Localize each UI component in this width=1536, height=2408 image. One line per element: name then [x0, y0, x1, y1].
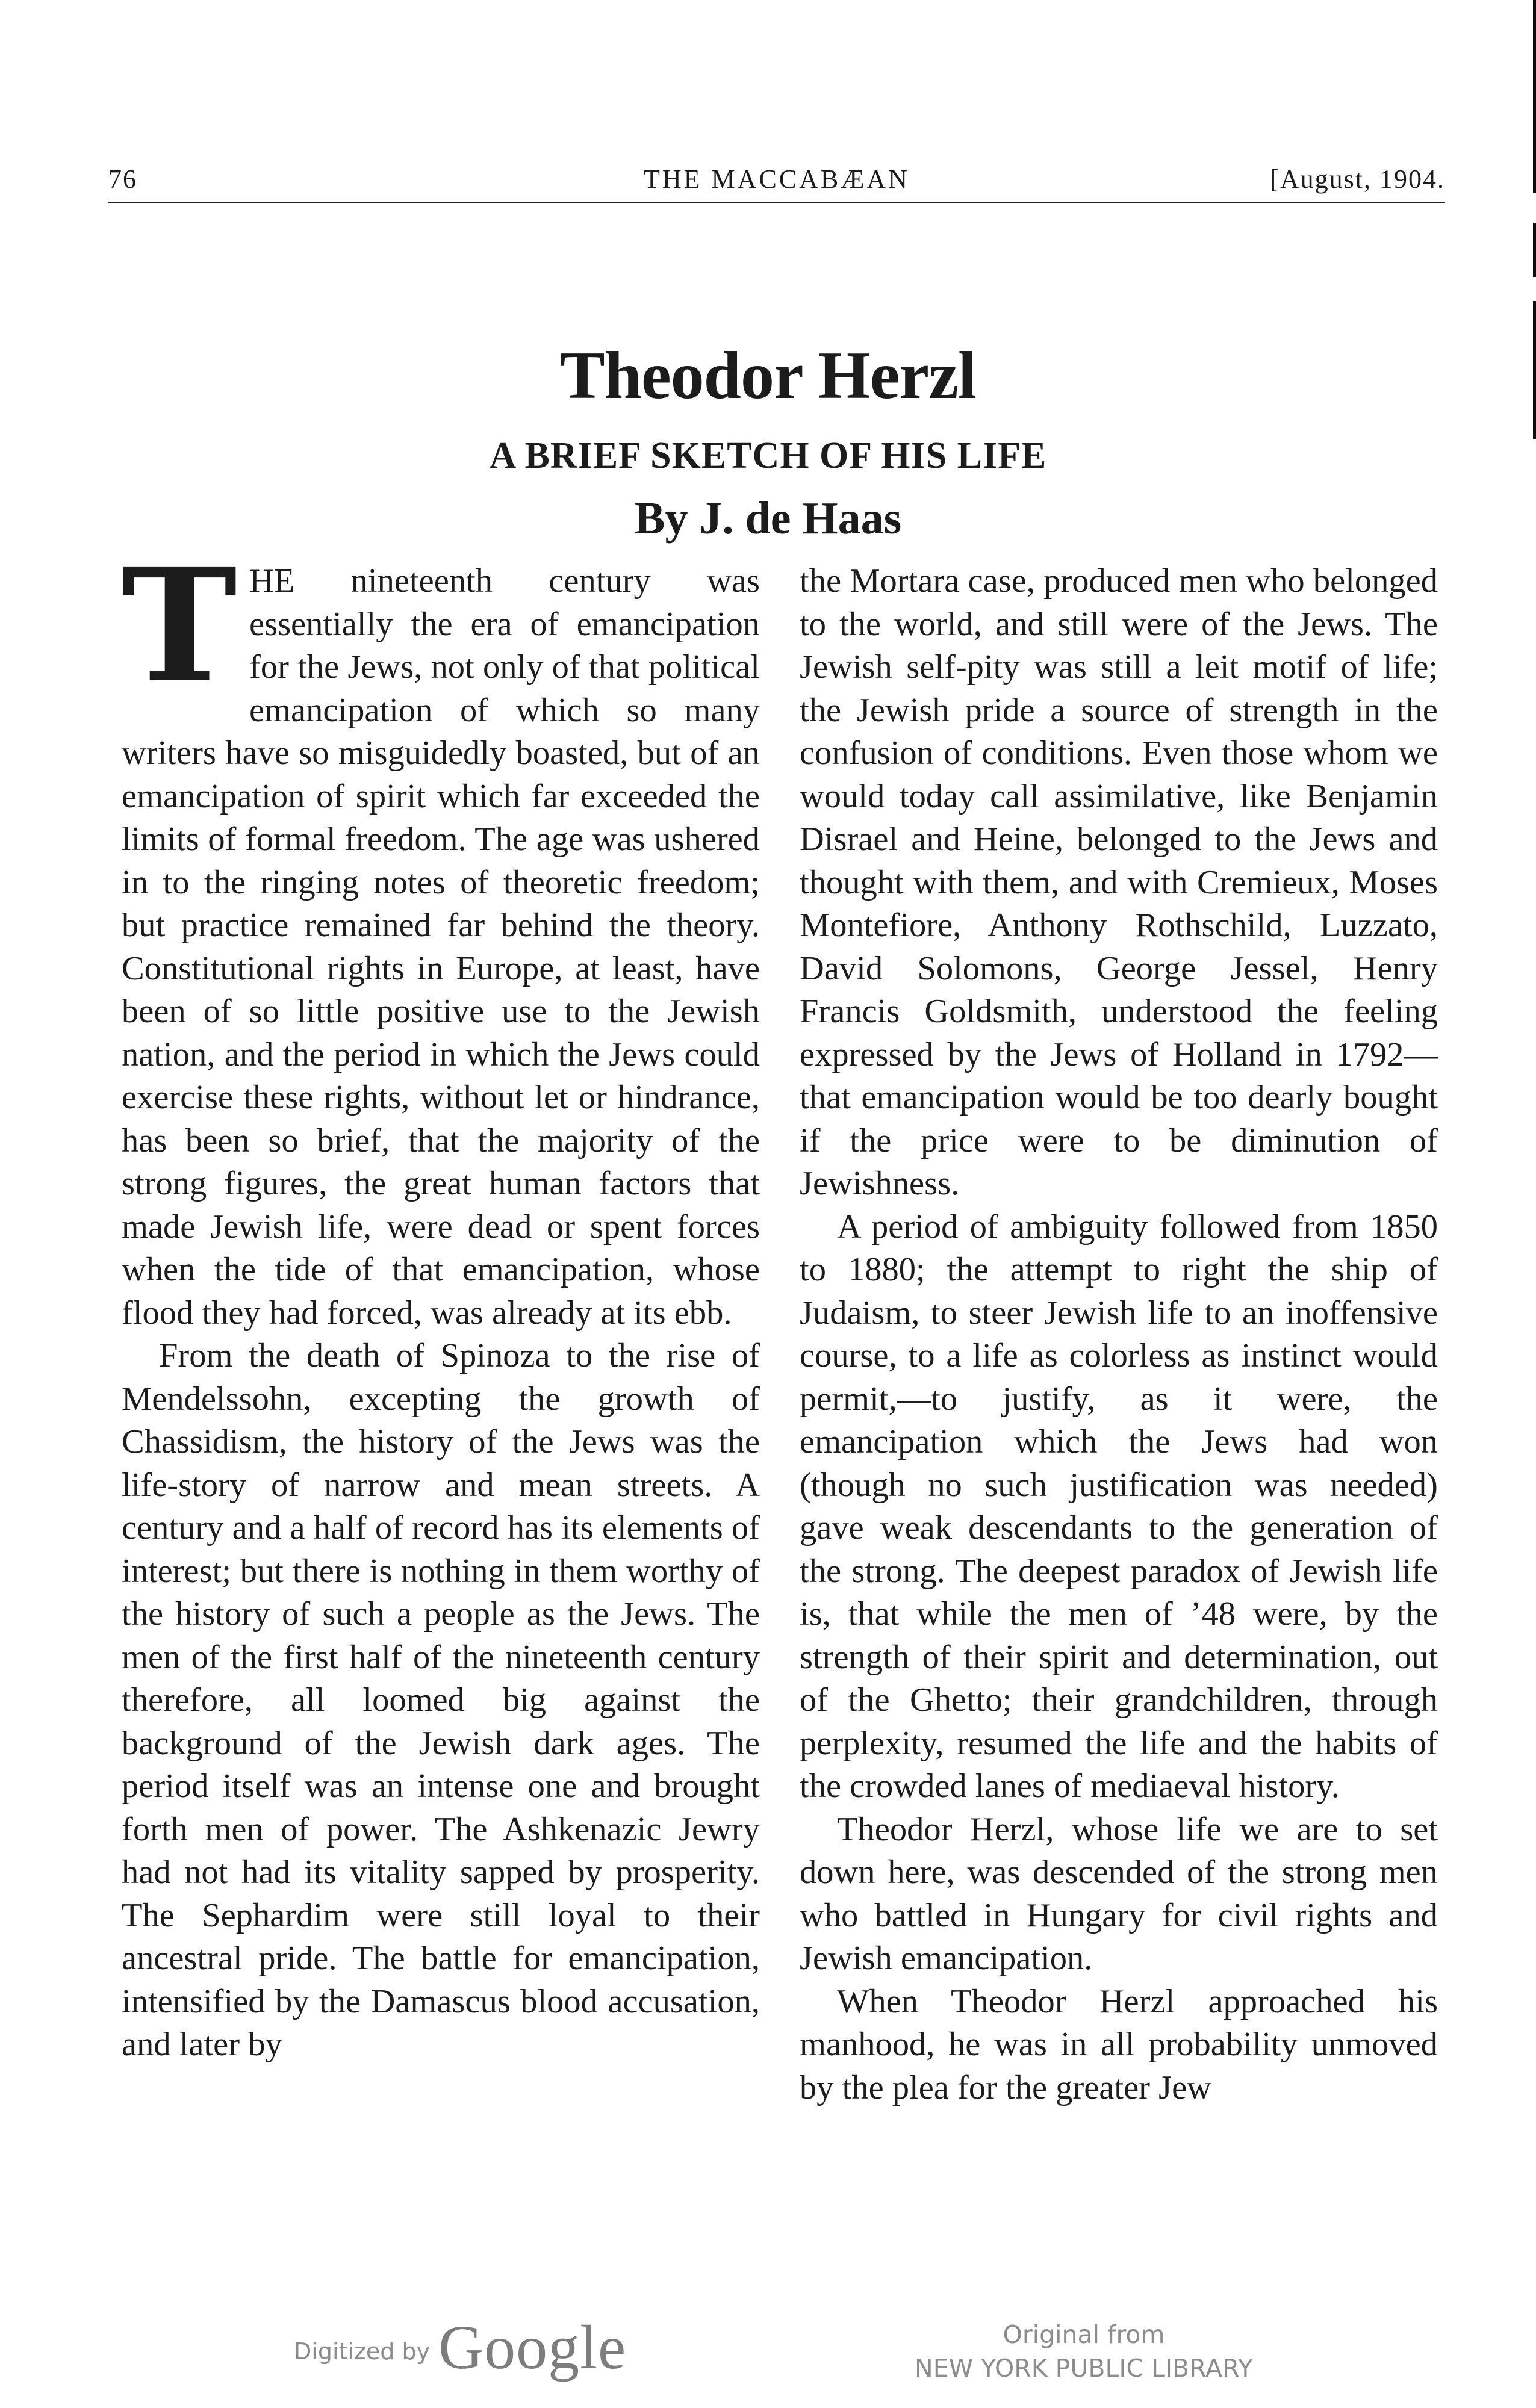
issue-date: [August, 1904.: [1270, 164, 1445, 194]
digitized-by-google-mark: [294, 2312, 631, 2396]
paragraph: Theodor Herzl, whose life we are to set down here, was descended of the strong men who battled in Hungary for civil rights and Jewish emancipation.: [800, 1810, 1438, 1977]
library-credit: [891, 2318, 1276, 2385]
paragraph: A period of ambiguity followed from 1850 to 1880; the attempt to right the ship of Judaism, to steer Jewish life to an inoffensive course, to a life as colorless as instinct would permit,—to justify, as it were, the emancipation which the Jews had won (though no such justification was needed) gave weak descendants to the generation of the strong. The deepest paradox of Jewish life is, that while the men of ’48 were, by the strength of their spirit and determination, out of the Ghetto; their grandchildren, through perplexity, resumed the life and the habits of the crowded lanes of mediaeval history.: [800, 1208, 1438, 1805]
paragraph: From the death of Spinoza to the rise of Mendelssohn, excepting the growth of Chassidism, the history of the Jews was the life-story of narrow and mean streets. A century and a half of record has its elements of interest; but there is nothing in them worthy of the history of such a people as the Jews. The men of the first half of the nineteenth century therefore, all loomed big against the background of the Jewish dark ages. The period itself was an intense one and brought forth men of power. The Ashkenazic Jewry had not had its vitality sapped by prosperity. The Sephardim were still loyal to their ancestral pride. The battle for emancipation, intensified by the Damascus blood accusation, and later by: [122, 1337, 760, 2063]
paragraph: [122, 535, 760, 1335]
drop-cap: T: [122, 535, 237, 717]
journal-title: THE MACCABÆAN: [644, 164, 910, 194]
paragraph-text: HE nineteenth century was essentially the era of emancipation for the Jews, not only of that political emancipation of which so many writers have so misguidedly boasted, but of an emancipation of spirit which far exceeded the limits of formal freedom. The age was ushered in to the ringing notes of theoretic freedom; but practice remained far behind the theory. Constitutional rights in Europe, at least, have been of so little positive use to the Jewish nation, and the period in which the Jews could exercise these rights, without let or hindrance, has been so brief, that the majority of the strong figures, the great human factors that made Jewish life, were dead or spent forces when the tide of that emancipation, whose flood they had forced, was already at its ebb.: [122, 562, 760, 1332]
article-title: Theodor Herzl: [559, 338, 977, 413]
original-from-label: Original from: [1003, 2320, 1165, 2349]
header-rule: [108, 202, 1445, 203]
article-subtitle: A BRIEF SKETCH OF HIS LIFE: [489, 435, 1047, 476]
google-logo: Google: [438, 2313, 627, 2382]
page-number: 76: [108, 164, 137, 194]
digitized-by-label: Digitized by: [294, 2338, 431, 2365]
page-edge-shadow: [1533, 0, 1536, 193]
left-column: [122, 535, 760, 2067]
paragraph: the Mortara case, produced men who belonged to the world, and still were of the Jews. The Jewish self-pity was still a leit motif of life; the Jewish pride a source of strength in the confusion of conditions. Even those whom we would today call assimilative, like Benjamin Disrael and Heine, belonged to the Jews and thought with them, and with Cremieux, Moses Montefiore, Anthony Rothschild, Luzzato, David Solomons, George Jessel, Henry Francis Goldsmith, understood the feeling expressed by the Jews of Holland in 1792—that emancipation would be too dearly bought if the price were to be diminution of Jewishness.: [800, 562, 1438, 1202]
page-edge-shadow: [1533, 223, 1536, 277]
library-name: NEW YORK PUBLIC LIBRARY: [915, 2354, 1253, 2383]
right-column: [800, 560, 1438, 2109]
article-byline: By J. de Haas: [634, 493, 902, 544]
paragraph: When Theodor Herzl approached his manhood, he was in all probability unmoved by the plea for the greater Jew: [800, 1982, 1438, 2106]
running-header: [108, 158, 1445, 200]
